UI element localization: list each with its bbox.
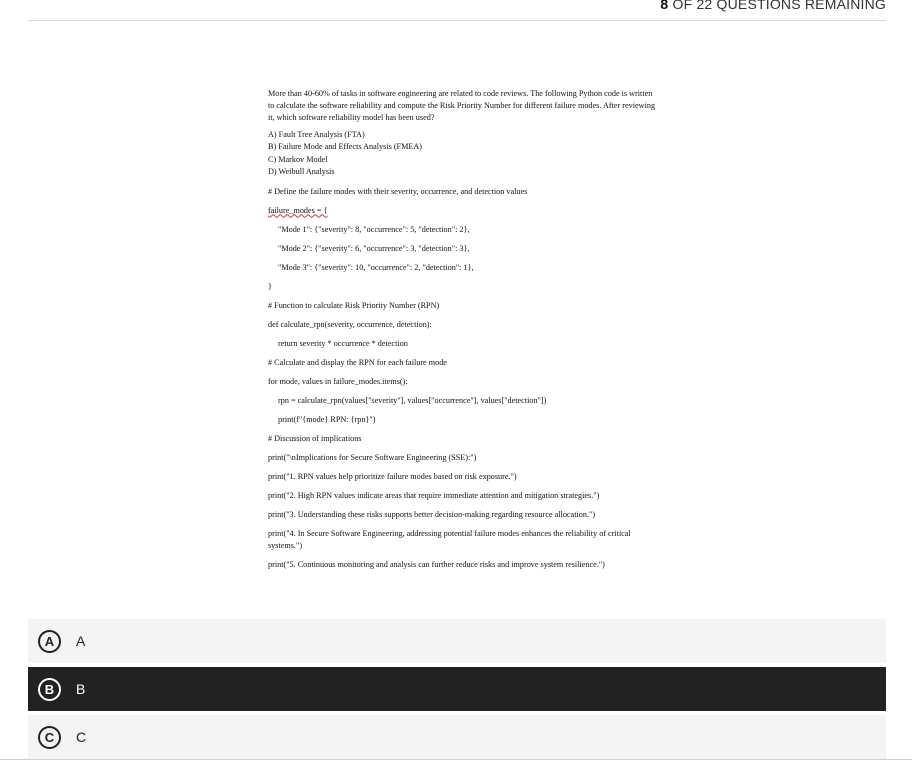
code-line: print("4. In Secure Software Engineering, addressing potential failure modes enhances the reliability of critical systems.") (268, 528, 631, 550)
code-line: def calculate_rpn(severity, occurrence, detection): (268, 319, 432, 329)
code-line: print("1. RPN values help prioritize failure modes based on risk exposure.") (268, 471, 517, 481)
choice-d-text: D) Weibull Analysis (268, 167, 335, 177)
remaining-count: 8 (660, 0, 669, 12)
choice-c-text: C) Markov Model (268, 154, 328, 164)
remaining-text: OF 22 QUESTIONS REMAINING (672, 0, 886, 12)
code-line: # Define the failure modes with their severity, occurrence, and detection values (268, 186, 528, 196)
answer-option-c[interactable] (28, 715, 886, 759)
option-label-b: B (76, 681, 86, 697)
option-label-c: C (76, 729, 87, 745)
code-line: "Mode 3": {"severity": 10, "occurrence": 2, "detection": 1}, (278, 262, 474, 272)
code-line: "Mode 1": {"severity": 8, "occurrence": 5, "detection": 2}, (278, 224, 470, 234)
question-intro: More than 40-60% of tasks in software engineering are related to code reviews. The following Python code is written to calculate the software reliability and compute the Risk Priority Number for different failure modes. After reviewing it, which software reliability model has been used? (268, 89, 656, 122)
code-line: failure_modes = { (268, 205, 328, 215)
choice-b-text: B) Failure Mode and Effects Analysis (FMEA) (268, 142, 423, 152)
answer-option-a[interactable] (28, 619, 886, 663)
option-letter-b: B (38, 678, 61, 701)
questions-remaining (660, 0, 886, 12)
code-line: # Function to calculate Risk Priority Number (RPN) (268, 300, 440, 310)
question-body (268, 88, 660, 578)
code-line: print("\nImplications for Secure Software Engineering (SSE):") (268, 452, 477, 462)
choice-a-text: A) Fault Tree Analysis (FTA) (268, 130, 365, 139)
code-block (268, 186, 660, 578)
code-line: print(f"{mode} RPN: {rpn}") (278, 414, 376, 424)
code-line: "Mode 2": {"severity": 6, "occurrence": 3, "detection": 3}, (278, 243, 470, 253)
option-letter-c: C (38, 726, 61, 749)
answer-option-b[interactable] (28, 667, 886, 711)
code-line: for mode, values in failure_modes.items(): (268, 376, 408, 386)
code-line: return severity * occurrence * detection (278, 338, 408, 348)
option-letter-a: A (38, 630, 61, 653)
code-line: print("5. Continuous monitoring and analysis can further reduce risks and improve system resilience.") (268, 559, 605, 569)
code-line: rpn = calculate_rpn(values["severity"], values["occurrence"], values["detection"]) (278, 395, 547, 405)
option-label-a: A (76, 633, 86, 649)
code-line: print("2. High RPN values indicate areas that require immediate attention and mitigation strategies.") (268, 490, 600, 500)
code-line: # Discussion of implications (268, 433, 362, 443)
top-bar (28, 0, 886, 21)
code-line: print("3. Understanding these risks supports better decision-making regarding resource allocation.") (268, 509, 596, 519)
bottom-divider (0, 759, 912, 760)
code-line: } (268, 281, 272, 291)
code-line: # Calculate and display the RPN for each failure mode (268, 357, 447, 367)
